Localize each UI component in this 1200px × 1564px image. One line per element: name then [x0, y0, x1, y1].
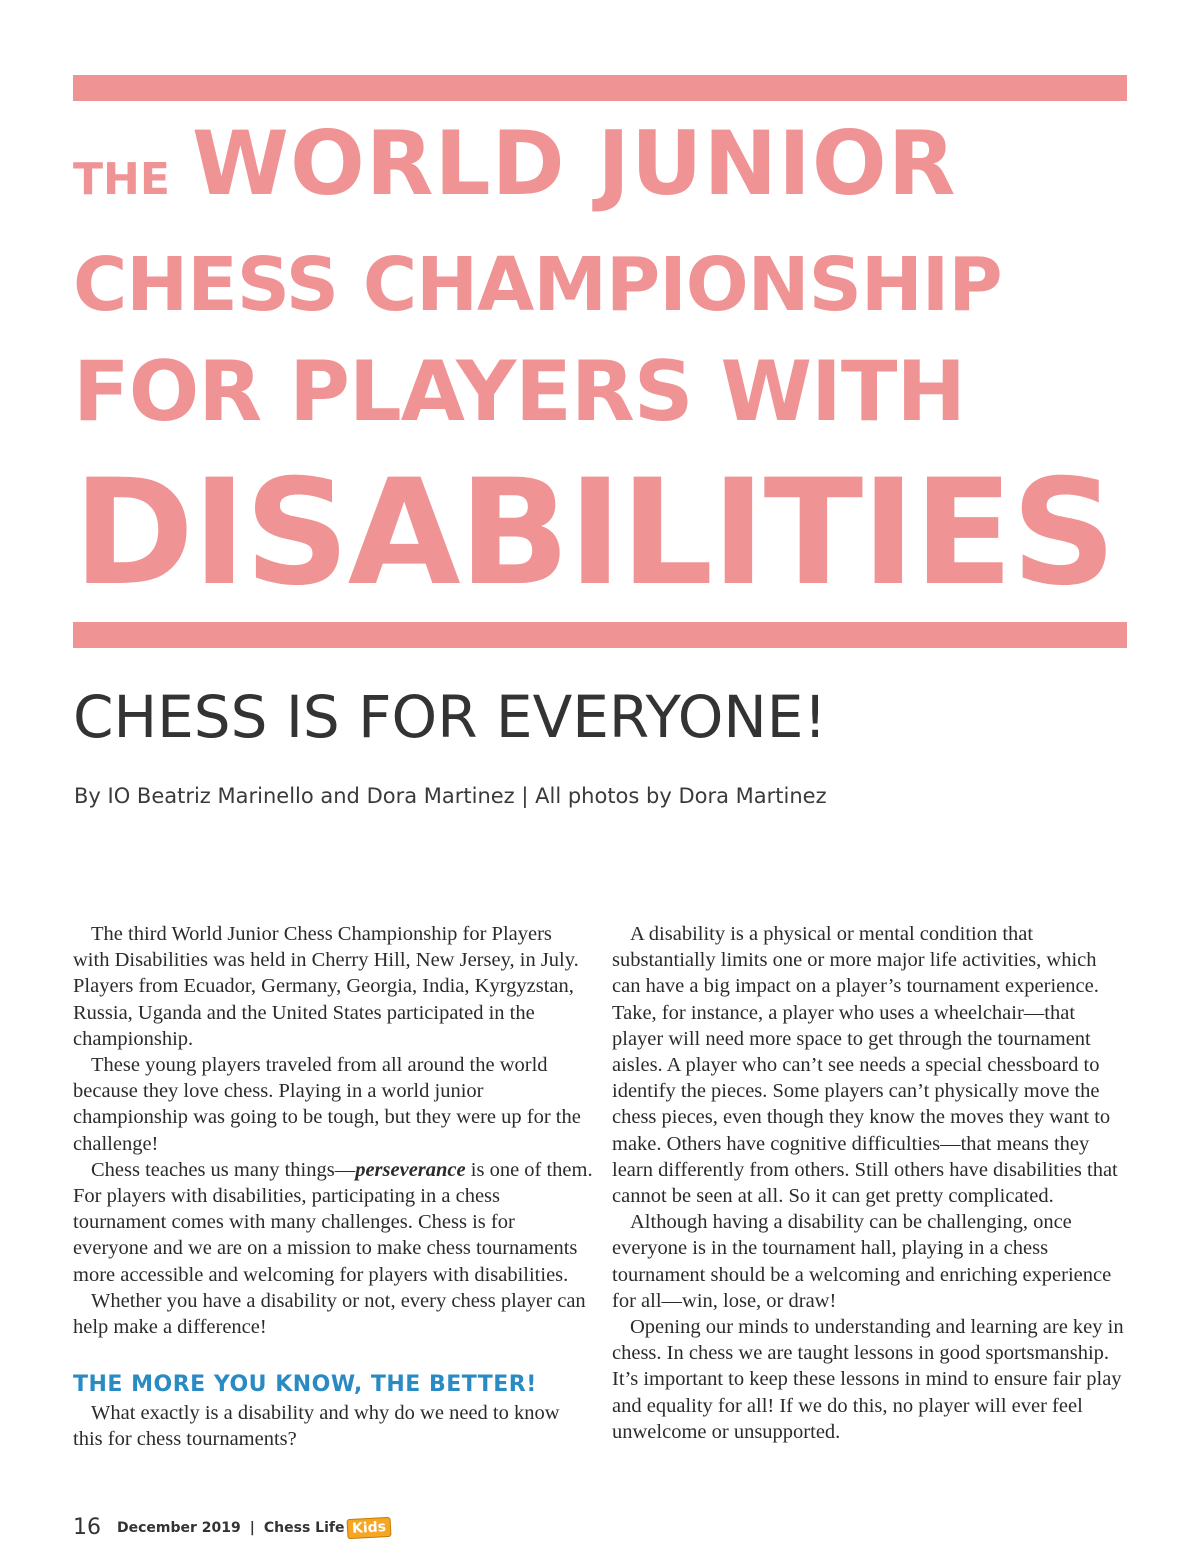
paragraph: Although having a disability can be challenging, once everyone is in the tournament hall, playing in a chess tournament should be a welcoming and enriching experience for all—win, lose, or draw! — [612, 1211, 1112, 1312]
headline-line-2: CHESS CHAMPIONSHIP — [73, 242, 1002, 328]
bottom-rule — [73, 622, 1127, 648]
page-footer — [73, 1515, 392, 1540]
left-column — [73, 921, 593, 1453]
paragraph: These young players traveled from all around the world because they love chess. Playing in a world junior championship was going to be tough, but they were up for the challenge! — [73, 1054, 581, 1155]
top-rule — [73, 75, 1127, 101]
paragraph — [73, 1157, 593, 1288]
paragraph: Opening our minds to understanding and learning are key in chess. In chess we are taught lessons in good sportsmanship. It’s important to keep these lessons in mind to ensure fair play and equality for all! If we do this, no player will ever feel unwelcome or unsupported. — [612, 1316, 1124, 1443]
section-heading: THE MORE YOU KNOW, THE BETTER! — [73, 1372, 537, 1398]
text-run: is one of them. For players with disabilities, participating in a chess tournament comes with many challenges. Chess is for everyone and we are on a mission to make chess tournaments more accessible and welcoming for players with disabilities. — [73, 1158, 593, 1286]
headline-line-1 — [73, 112, 1127, 215]
text-run: Chess teaches us many things— — [91, 1158, 356, 1181]
headline-line-4: DISABILITIES — [73, 448, 1115, 618]
paragraph: The third World Junior Chess Championship for Players with Disabilities was held in Cherry Hill, New Jersey, in July. Players from Ecuador, Germany, Georgia, India, Kyrgyzstan, Russia, Uganda and the United States participated in the championship. — [73, 923, 579, 1050]
headline-the: THE — [73, 154, 170, 205]
right-column — [612, 921, 1130, 1445]
emphasis-perseverance: perseverance — [355, 1158, 466, 1181]
headline-line-3: FOR PLAYERS WITH — [73, 343, 965, 440]
paragraph: Whether you have a disability or not, every chess player can help make a difference! — [73, 1289, 586, 1339]
byline: By IO Beatriz Marinello and Dora Martinez | All photos by Dora Martinez — [74, 784, 827, 808]
kids-logo: Kids — [347, 1516, 392, 1538]
page-number: 16 — [73, 1515, 101, 1540]
subtitle: CHESS IS FOR EVERYONE! — [73, 683, 827, 751]
magazine-name: Chess Life — [263, 1519, 345, 1536]
paragraph: What exactly is a disability and why do we need to know this for chess tournaments? — [73, 1402, 560, 1451]
paragraph: A disability is a physical or mental condition that substantially limits one or more major life activities, which can have a big impact on a player’s tournament experience. Take, for instance, a player who uses a wheelchair—that player will need more space to get through the tournament aisles. A player who can’t see needs a special chessboard to identify the pieces. Some players can’t physically move the chess pieces, even though they know the moves they want to make. Others have cognitive difficulties—that means they learn differently from others. Still others have disabilities that cannot be seen at all. So it can get pretty complicated. — [612, 923, 1118, 1208]
footer-separator: | — [249, 1519, 255, 1536]
headline-world-junior: WORLD JUNIOR — [191, 112, 957, 215]
issue-date: December 2019 — [117, 1519, 241, 1536]
